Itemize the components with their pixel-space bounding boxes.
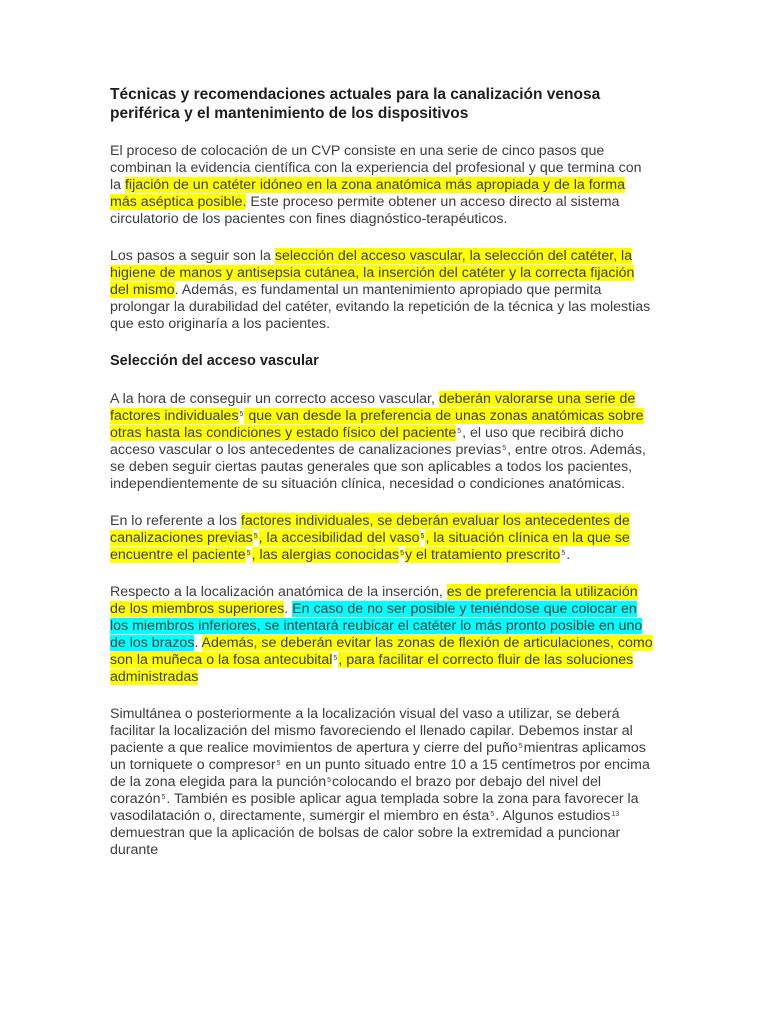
paragraph-5 [110,584,655,686]
highlighted-text-yellow: fijación de un catéter idóneo en la zona anatómica más apropiada y de la forma más aséptica posible. [110,177,626,210]
text-run: , el uso que recibirá dicho acceso vascular o los antecedentes de canalizaciones previas [110,425,624,458]
highlighted-text-cyan: En caso de no ser posible y teniéndose que colocar en los miembros inferiores, se intentará reubicar el catéter lo más pronto posible en uno de los brazos [110,601,643,651]
highlighted-text-yellow: selección del acceso vascular, la selección del catéter, la higiene de manos y antisepsia cutánea, la inserción del catéter y la correcta fijación del mismo [110,248,635,298]
highlighted-text-yellow: , la accesibilidad del vaso [258,530,420,546]
text-run: demuestran que la aplicación de bolsas de calor sobre la extremidad a puncionar durante [110,825,621,858]
citation-marker: 5 [333,655,338,662]
highlighted-text-yellow: y el tratamiento prescrito [404,547,561,563]
paragraph-2 [110,248,655,333]
section-heading: Selección del acceso vascular [110,353,319,369]
highlighted-text-yellow: , para facilitar el correcto fluir de las soluciones administradas [110,652,634,685]
text-run: en un punto situado entre 10 a 15 centímetros por encima de la zona elegida para la punción [110,757,650,790]
text-run: . Algunos estudios [495,808,611,824]
text-run: . Además, es fundamental un mantenimiento apropiado que permita prolongar la durabilidad del catéter, evitando la repetición de la técnica y las molestias que esto originaría a los pacientes. [110,282,651,332]
citation-marker: 5 [246,550,251,557]
text-run: A la hora de conseguir un correcto acceso vascular, [110,391,439,407]
highlighted-text-yellow: Además, se deberán evitar las zonas de flexión de articulaciones, como son la muñeca o la fosa antecubital [110,635,653,668]
paragraph-3 [110,391,655,493]
text-run: . [566,547,571,563]
citation-marker: 5 [420,533,425,540]
paragraph-6 [110,706,655,859]
text-run: colocando el brazo por debajo del nivel del corazón [110,774,602,807]
paragraph-4 [110,513,655,564]
highlighted-text-yellow: , la situación clínica en la que se encuentre el paciente [110,530,630,563]
citation-marker: 5 [239,411,244,418]
text-run: Simultánea o posteriormente a la localización visual del vaso a utilizar, se deberá facilitar la localización del mismo favoreciendo el llenado capilar. Debemos instar al paciente a que realice movimientos de apertura y cierre del puño [110,706,633,756]
highlighted-text-yellow: deberán valorarse una serie de factores individuales [110,391,636,424]
paragraph-1 [110,143,655,228]
document-body [110,85,655,879]
citation-marker: 5 [400,550,404,557]
citation-marker: 5 [490,811,495,818]
text-run: . También es posible aplicar agua templada sobre la zona para favorecer la vasodilatación o, directamente, sumergir el miembro en ésta [110,791,639,824]
highlighted-text-yellow: factores individuales, se deberán evaluar los antecedentes de canalizaciones previas [110,513,630,546]
citation-marker: 5 [561,550,566,557]
text-run: , entre otros. Además, se deben seguir ciertas pautas generales que son aplicables a todos los pacientes, independientemente de su situación clínica, necesidad o condiciones anatómicas. [110,442,646,492]
citation-marker: 5 [276,760,281,767]
text-run: . [284,601,293,617]
citation-marker: 5 [518,743,523,750]
text-run: El proceso de colocación de un CVP consiste en una serie de cinco pasos que combinan la evidencia científica con la experiencia del profesional y que termina con la [110,143,642,193]
highlighted-text-yellow: , las alergias conocidas [251,547,400,563]
citation-marker: 5 [502,445,507,452]
text-run: . [194,635,202,651]
citation-marker: 13 [611,811,620,818]
citation-marker: 5 [327,777,332,784]
highlighted-text-yellow: que van desde la preferencia de unas zonas anatómicas sobre otras hasta las condiciones y estado físico del paciente [110,408,644,441]
text-run: En lo referente a los [110,513,241,529]
document-title: Técnicas y recomendaciones actuales para la canalización venosa periférica y el mantenimiento de los dispositivos [110,86,601,122]
highlighted-text-yellow: es de preferencia la utilización de los miembros superiores [110,584,638,617]
citation-marker: 5 [457,428,462,435]
citation-marker: 5 [253,533,258,540]
text-run: Este proceso permite obtener un acceso directo al sistema circulatorio de los pacientes con fines diagnóstico-terapéuticos. [110,194,620,227]
text-run: mientras aplicamos un torniquete o compresor [110,740,646,773]
text-run: Respecto a la localización anatómica de la inserción, [110,584,447,600]
text-run: Los pasos a seguir son la [110,248,275,264]
citation-marker: 5 [161,794,166,801]
